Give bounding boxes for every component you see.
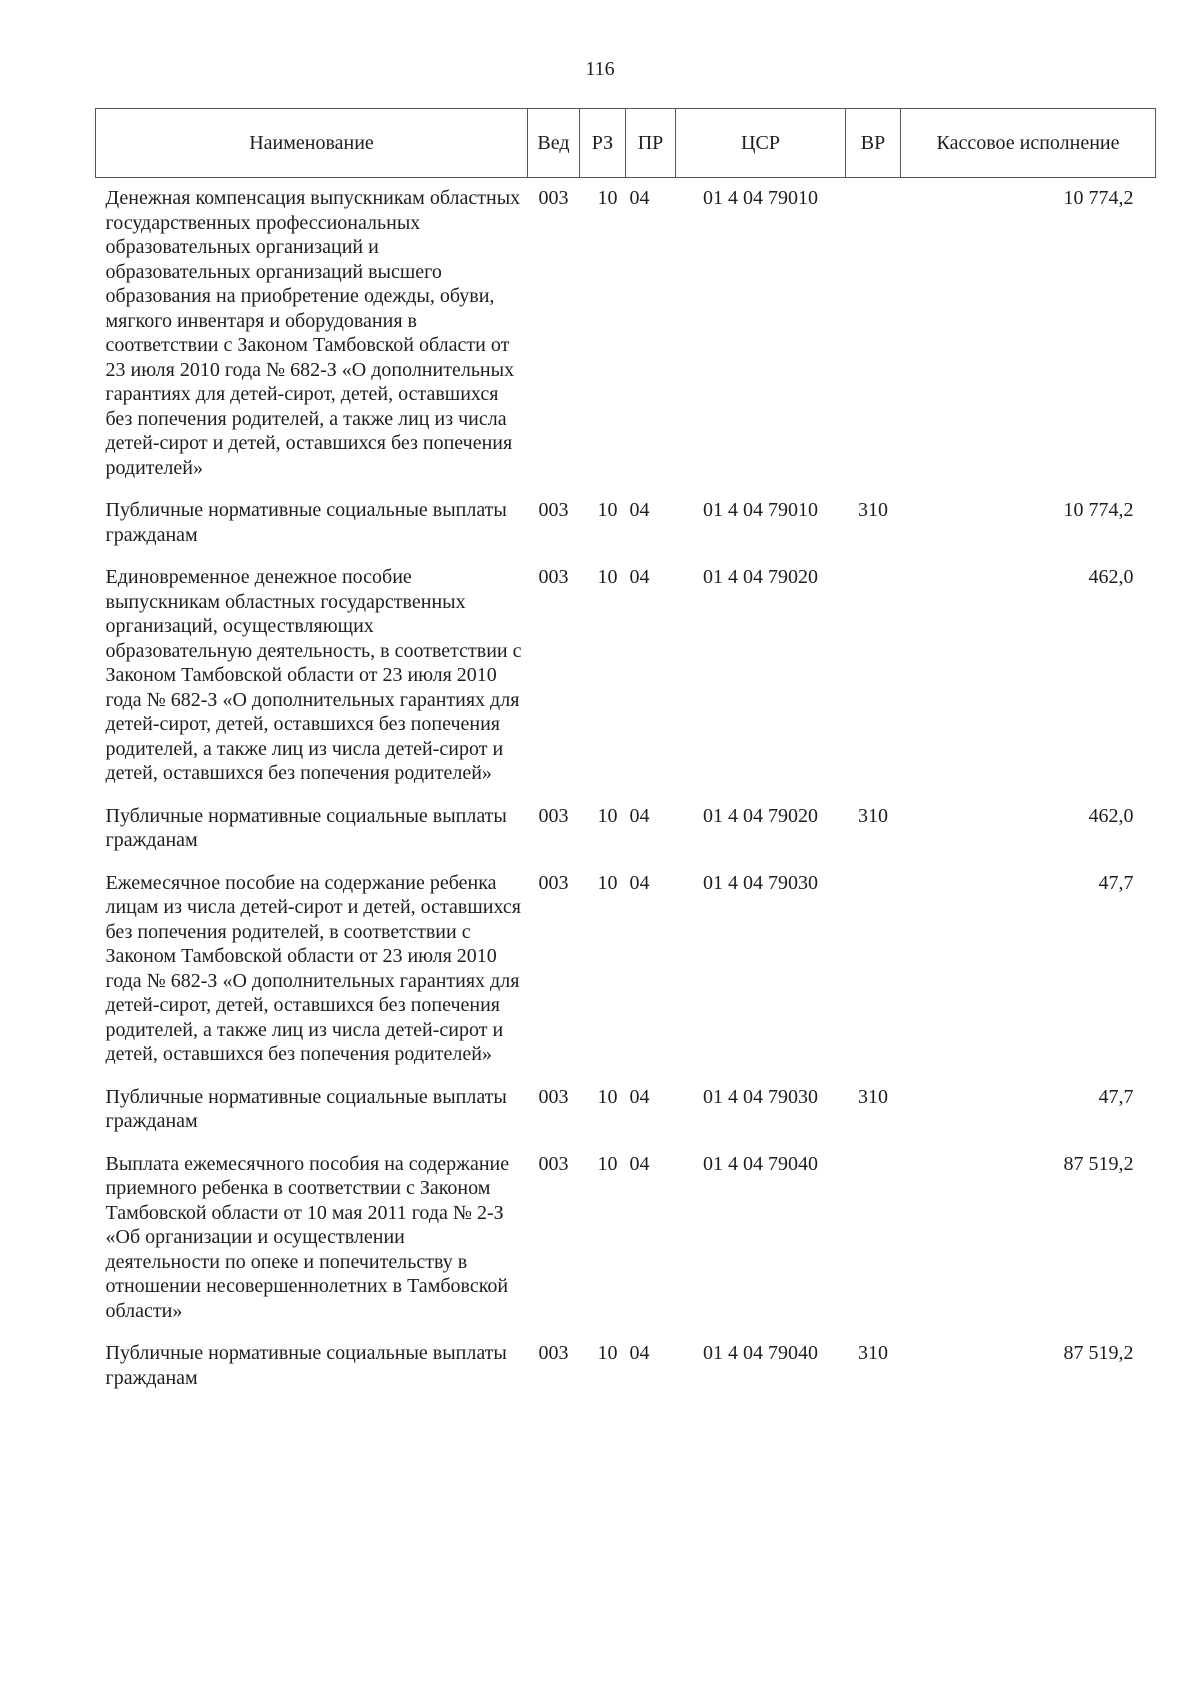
row-pr: 04 bbox=[629, 804, 650, 827]
row-name: Публичные нормативные социальные выплаты гражданам bbox=[105, 499, 507, 546]
row-ved: 003 bbox=[538, 1152, 569, 1175]
row-rz: 10 bbox=[597, 187, 618, 209]
row-amount: 87 519,2 bbox=[1063, 1342, 1134, 1364]
row-ved: 003 bbox=[538, 804, 569, 827]
header-vr: ВР bbox=[846, 109, 901, 178]
header-pr: ПР bbox=[626, 109, 676, 178]
row-vr bbox=[846, 1146, 901, 1336]
row-amount: 10 774,2 bbox=[1063, 187, 1134, 209]
row-pr: 04 bbox=[629, 187, 650, 209]
row-amount: 10 774,2 bbox=[1063, 499, 1134, 521]
row-csr: 01 4 04 79030 bbox=[703, 1085, 818, 1108]
row-amount: 47,7 bbox=[1098, 1085, 1134, 1108]
row-pr: 04 bbox=[629, 871, 650, 894]
row-ved: 003 bbox=[538, 187, 569, 209]
table-body bbox=[96, 178, 1156, 1403]
table-header bbox=[96, 109, 1156, 178]
row-csr: 01 4 04 79020 bbox=[703, 566, 818, 588]
row-vr: 310 bbox=[858, 804, 888, 827]
row-vr: 310 bbox=[858, 1342, 888, 1364]
header-rz: РЗ bbox=[580, 109, 626, 178]
row-name: Денежная компенсация выпускникам областных государственных профессиональных образовательных организаций и образовательных организаций высшего образования на приобретение одежды, обуви, мягкого инвентаря и оборудования в соответствии с Законом Тамбовской области от 23 июля 2010 года № 682-З «О дополнительных гарантиях для детей-сирот, детей, оставшихся без попечения родителей, а также лиц из числа детей-сирот и детей, оставшихся без попечения родителей» bbox=[105, 187, 521, 479]
row-vr bbox=[846, 559, 901, 798]
row-pr: 04 bbox=[629, 1085, 650, 1108]
row-csr: 01 4 04 79010 bbox=[703, 187, 818, 209]
table-row bbox=[96, 1146, 1156, 1336]
row-vr bbox=[846, 865, 901, 1079]
row-pr: 04 bbox=[629, 1152, 650, 1175]
row-rz: 10 bbox=[597, 566, 618, 588]
row-csr: 01 4 04 79030 bbox=[703, 871, 818, 894]
row-ved: 003 bbox=[538, 566, 569, 588]
row-csr: 01 4 04 79020 bbox=[703, 804, 818, 827]
row-amount: 47,7 bbox=[1098, 871, 1134, 894]
row-ved: 003 bbox=[538, 871, 569, 894]
row-rz: 10 bbox=[597, 871, 618, 894]
header-amount: Кассовое исполнение bbox=[901, 109, 1156, 178]
table-row bbox=[96, 559, 1156, 798]
row-rz: 10 bbox=[597, 1085, 618, 1108]
row-amount: 462,0 bbox=[1088, 566, 1134, 588]
header-ved: Вед bbox=[528, 109, 580, 178]
row-name: Ежемесячное пособие на содержание ребенка лицам из числа детей-сирот и детей, оставшихся без попечения родителей, в соответствии с Законом Тамбовской области от 23 июля 2010 года № 682-З «О дополнительных гарантиях для детей-сирот, детей, оставшихся без попечения родителей, а также лиц из числа детей-сирот и детей, оставшихся без попечения родителей» bbox=[105, 871, 521, 1065]
row-amount: 87 519,2 bbox=[1063, 1152, 1134, 1175]
row-csr: 01 4 04 79010 bbox=[703, 499, 818, 521]
row-rz: 10 bbox=[597, 1342, 618, 1364]
row-vr: 310 bbox=[858, 1085, 888, 1108]
row-pr: 04 bbox=[629, 1342, 650, 1364]
row-amount: 462,0 bbox=[1088, 804, 1134, 827]
row-pr: 04 bbox=[629, 499, 650, 521]
row-ved: 003 bbox=[538, 1342, 569, 1364]
row-rz: 10 bbox=[597, 499, 618, 521]
row-vr bbox=[846, 178, 901, 493]
row-vr: 310 bbox=[858, 499, 888, 521]
budget-table bbox=[95, 108, 1156, 1402]
table-row bbox=[96, 178, 1156, 493]
row-name: Публичные нормативные социальные выплаты гражданам bbox=[105, 804, 507, 851]
table-row bbox=[96, 492, 1156, 559]
row-pr: 04 bbox=[629, 566, 650, 588]
row-ved: 003 bbox=[538, 1085, 569, 1108]
header-name: Наименование bbox=[96, 109, 528, 178]
page-number: 116 bbox=[585, 58, 615, 80]
row-name: Публичные нормативные социальные выплаты гражданам bbox=[105, 1085, 507, 1132]
row-ved: 003 bbox=[538, 499, 569, 521]
row-rz: 10 bbox=[597, 1152, 618, 1175]
row-rz: 10 bbox=[597, 804, 618, 827]
row-csr: 01 4 04 79040 bbox=[703, 1342, 818, 1364]
row-csr: 01 4 04 79040 bbox=[703, 1152, 818, 1175]
table-row bbox=[96, 1335, 1156, 1402]
header-csr: ЦСР bbox=[676, 109, 846, 178]
table-row bbox=[96, 798, 1156, 865]
row-name: Публичные нормативные социальные выплаты гражданам bbox=[105, 1342, 507, 1389]
table-row bbox=[96, 1079, 1156, 1146]
row-name: Выплата ежемесячного пособия на содержание приемного ребенка в соответствии с Законом Тамбовской области от 10 мая 2011 года № 2-З «Об организации и осуществлении деятельности по опеке и попечительству в отношении несовершеннолетних в Тамбовской области» bbox=[105, 1152, 510, 1322]
table-row bbox=[96, 865, 1156, 1079]
row-name: Единовременное денежное пособие выпускникам областных государственных организаций, осуществляющих образовательную деятельность, в соответствии с Законом Тамбовской области от 23 июля 2010 года № 682-З «О дополнительных гарантиях для детей-сирот, детей, оставшихся без попечения родителей, а также лиц из числа детей-сирот и детей, оставшихся без попечения родителей» bbox=[105, 566, 522, 784]
